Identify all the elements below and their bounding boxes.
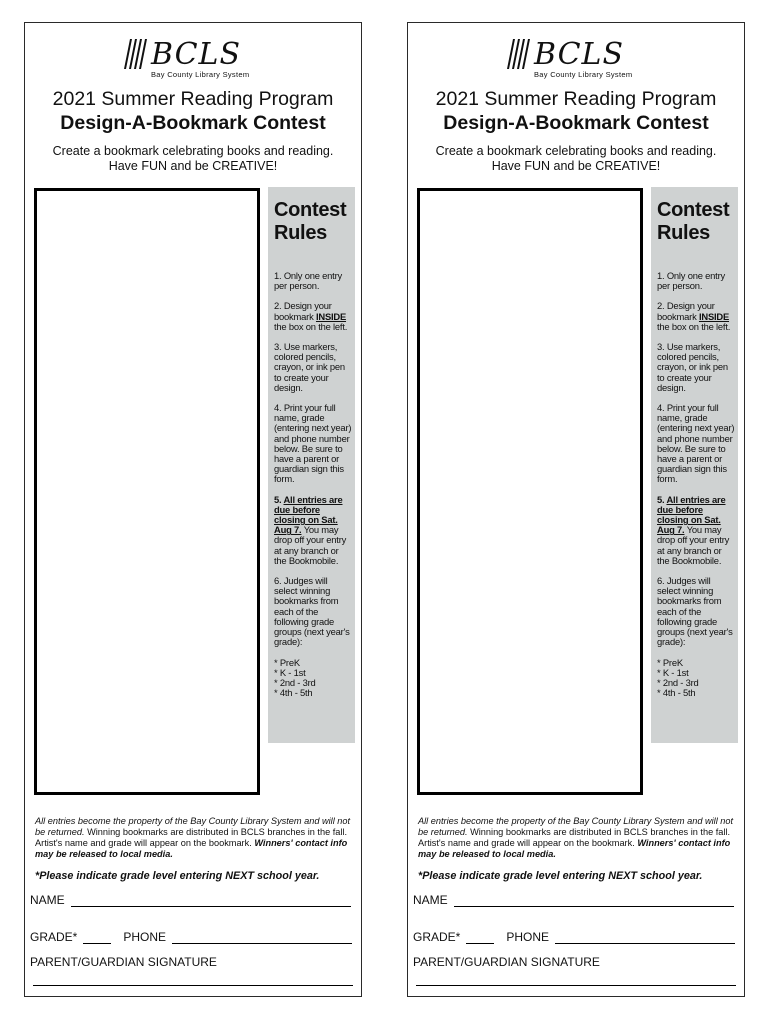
- rule-5-deadline: All entries are due before closing on Sat. Aug 7.: [274, 493, 343, 536]
- rule-5-tail: You may drop off your entry at any branch or the Bookmobile.: [274, 524, 347, 566]
- rules-heading: [274, 199, 352, 245]
- grade-group: * PreK: [657, 656, 683, 668]
- rule-2-tail: the box on the left.: [657, 320, 731, 332]
- grade-label: GRADE*: [30, 930, 78, 944]
- intro-line-1: Create a bookmark celebrating books and reading.: [435, 144, 717, 158]
- bcls-logo: [504, 37, 654, 83]
- bookmark-card-right: [407, 22, 745, 997]
- rule-4: 4. Print your full name, grade (entering next year) and phone number below. Be sure to have a parent or guardian sign this form.: [274, 402, 352, 485]
- name-field[interactable]: [30, 893, 351, 907]
- grade-phone-fields: [30, 930, 352, 944]
- disclaimer-distribution: Winning bookmarks are distributed in BCLS branches in the fall. Artist's name and grade will appear on the bookmark.: [35, 827, 348, 848]
- grade-groups: [274, 658, 352, 699]
- bcls-logo: [121, 37, 271, 83]
- rule-3: 3. Use markers, colored pencils, crayon, or ink pen to create your design.: [274, 341, 345, 393]
- grade-group: * 4th - 5th: [657, 687, 696, 699]
- logo-text: BCLS: [534, 37, 625, 72]
- disclaimer-property: All entries become the property of the Bay County Library System and will not be returned.: [35, 816, 351, 837]
- book-stripes-icon: [121, 37, 151, 71]
- rule-1: 1. Only one entry per person.: [274, 270, 342, 292]
- name-input-line[interactable]: [71, 895, 351, 907]
- grade-group: * 4th - 5th: [274, 687, 313, 699]
- grade-group: * K - 1st: [274, 666, 306, 678]
- name-input-line[interactable]: [454, 895, 734, 907]
- grade-group: * PreK: [274, 656, 300, 668]
- disclaimer: [35, 816, 355, 860]
- signature-field: [413, 955, 600, 969]
- disclaimer-media: Winners' contact info may be released to local media.: [418, 838, 731, 859]
- bookmark-design-area[interactable]: [34, 188, 260, 795]
- rules-heading: [657, 199, 735, 245]
- rule-3: 3. Use markers, colored pencils, crayon, or ink pen to create your design.: [657, 341, 728, 393]
- disclaimer-media: Winners' contact info may be released to local media.: [35, 838, 348, 859]
- rule-2: [274, 301, 352, 332]
- rules-heading-line-1: Contest: [657, 199, 730, 221]
- bookmark-card-left: [24, 22, 362, 997]
- grade-input-line[interactable]: [466, 932, 494, 944]
- intro-text: [408, 144, 744, 174]
- contest-rules-panel: [268, 187, 355, 743]
- contest-title: Design-A-Bookmark Contest: [443, 112, 709, 134]
- rule-5-tail: You may drop off your entry at any branch or the Bookmobile.: [657, 524, 730, 566]
- name-field[interactable]: [413, 893, 734, 907]
- signature-label: PARENT/GUARDIAN SIGNATURE: [30, 955, 217, 969]
- grade-groups: [657, 658, 735, 699]
- contest-rules-panel: [651, 187, 738, 743]
- signature-input-line[interactable]: [33, 985, 353, 986]
- name-label: NAME: [30, 893, 65, 907]
- grade-input-line[interactable]: [83, 932, 111, 944]
- phone-input-line[interactable]: [555, 932, 735, 944]
- disclaimer-property: All entries become the property of the Bay County Library System and will not be returned.: [418, 816, 734, 837]
- logo-tagline: Bay County Library System: [534, 70, 633, 79]
- rules-heading-line-2: Rules: [657, 222, 710, 244]
- intro-line-2: Have FUN and be CREATIVE!: [108, 159, 278, 173]
- book-stripes-icon: [504, 37, 534, 71]
- name-label: NAME: [413, 893, 448, 907]
- rule-4: 4. Print your full name, grade (entering next year) and phone number below. Be sure to have a parent or guardian sign this form.: [657, 402, 735, 485]
- grade-group: * 2nd - 3rd: [657, 676, 699, 688]
- disclaimer-distribution: Winning bookmarks are distributed in BCLS branches in the fall. Artist's name and grade will appear on the bookmark.: [418, 827, 731, 848]
- rule-6: 6. Judges will select winning bookmarks from each of the following grade groups (next year's grade):: [274, 575, 350, 648]
- contest-title: Design-A-Bookmark Contest: [60, 112, 326, 134]
- rule-2-emphasis: INSIDE: [315, 310, 347, 322]
- signature-field: [30, 955, 217, 969]
- grade-note: *Please indicate grade level entering NEXT school year.: [35, 870, 320, 882]
- rule-5-number: 5.: [657, 493, 667, 505]
- rule-2-tail: the box on the left.: [274, 320, 348, 332]
- bookmark-design-area[interactable]: [417, 188, 643, 795]
- rule-2-text: 2. Design your bookmark: [274, 300, 332, 322]
- program-title: 2021 Summer Reading Program: [435, 88, 717, 110]
- intro-text: [25, 144, 361, 174]
- grade-note: *Please indicate grade level entering NEXT school year.: [418, 870, 703, 882]
- grade-label: GRADE*: [413, 930, 461, 944]
- rules-heading-line-2: Rules: [274, 222, 327, 244]
- rule-2-emphasis: INSIDE: [698, 310, 730, 322]
- program-title: 2021 Summer Reading Program: [52, 88, 334, 110]
- grade-phone-fields: [413, 930, 735, 944]
- rules-heading-line-1: Contest: [274, 199, 347, 221]
- rule-1: 1. Only one entry per person.: [657, 270, 725, 292]
- intro-line-2: Have FUN and be CREATIVE!: [491, 159, 661, 173]
- logo-tagline: Bay County Library System: [151, 70, 250, 79]
- phone-input-line[interactable]: [172, 932, 352, 944]
- signature-input-line[interactable]: [416, 985, 736, 986]
- logo-text: BCLS: [151, 37, 242, 72]
- rule-2-text: 2. Design your bookmark: [657, 300, 715, 322]
- rule-6: 6. Judges will select winning bookmarks from each of the following grade groups (next year's grade):: [657, 575, 733, 648]
- phone-label: PHONE: [123, 930, 167, 944]
- phone-label: PHONE: [506, 930, 550, 944]
- intro-line-1: Create a bookmark celebrating books and reading.: [52, 144, 334, 158]
- grade-group: * 2nd - 3rd: [274, 676, 316, 688]
- rule-5-number: 5.: [274, 493, 284, 505]
- rule-2: [657, 301, 735, 332]
- rule-5: [274, 495, 352, 566]
- grade-group: * K - 1st: [657, 666, 689, 678]
- disclaimer: [418, 816, 738, 860]
- rule-5-deadline: All entries are due before closing on Sat. Aug 7.: [657, 493, 726, 536]
- signature-label: PARENT/GUARDIAN SIGNATURE: [413, 955, 600, 969]
- rule-5: [657, 495, 735, 566]
